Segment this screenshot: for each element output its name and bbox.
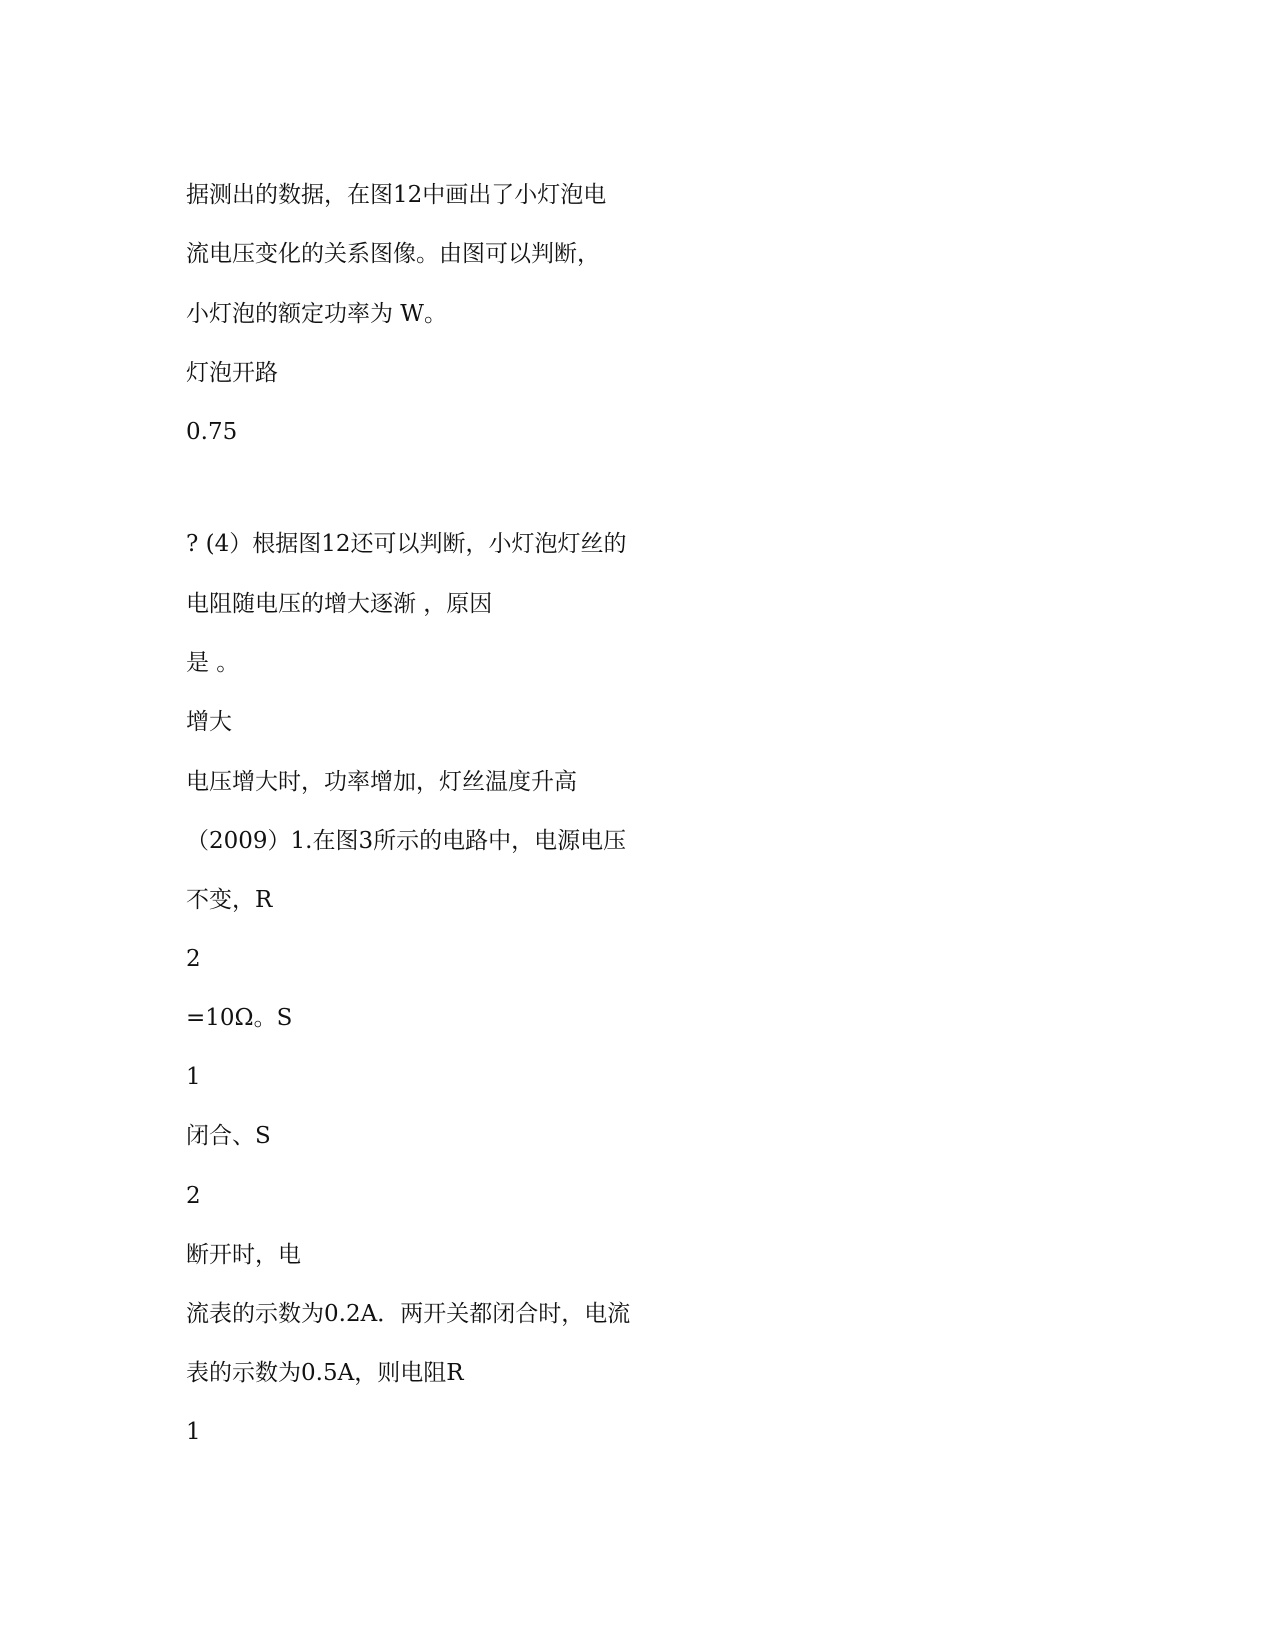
text-line: 0.75	[186, 419, 238, 445]
text-line: 灯泡开路	[186, 360, 278, 386]
text-line: 1	[186, 1064, 201, 1090]
text-line: （2009）1.在图3所示的电路中，电源电压	[186, 828, 627, 854]
text-line: 闭合、S	[186, 1123, 271, 1149]
text-line: =10Ω。S	[186, 1005, 293, 1031]
text-line: 增大	[186, 709, 232, 735]
text-line: 是 。	[186, 650, 240, 676]
text-line: 不变，R	[186, 887, 273, 913]
text-line: 1	[186, 1419, 201, 1445]
text-line: 小灯泡的额定功率为 W。	[186, 301, 447, 327]
text-line: 2	[186, 1183, 201, 1209]
text-line: 电阻随电压的增大逐渐 ，原因	[186, 591, 493, 617]
text-line: 据测出的数据，在图12中画出了小灯泡电	[186, 182, 607, 208]
text-line: 流电压变化的关系图像。由图可以判断，	[186, 241, 600, 267]
text-line: 表的示数为0.5A，则电阻R	[186, 1360, 464, 1386]
text-line: 电压增大时，功率增加，灯丝温度升高	[186, 769, 577, 795]
text-line: ? (4）根据图12还可以判断，小灯泡灯丝的	[186, 531, 627, 557]
text-line: 流表的示数为0.2A．两开关都闭合时，电流	[186, 1301, 631, 1327]
text-line: 2	[186, 946, 201, 972]
text-line: 断开时，电	[186, 1242, 301, 1268]
